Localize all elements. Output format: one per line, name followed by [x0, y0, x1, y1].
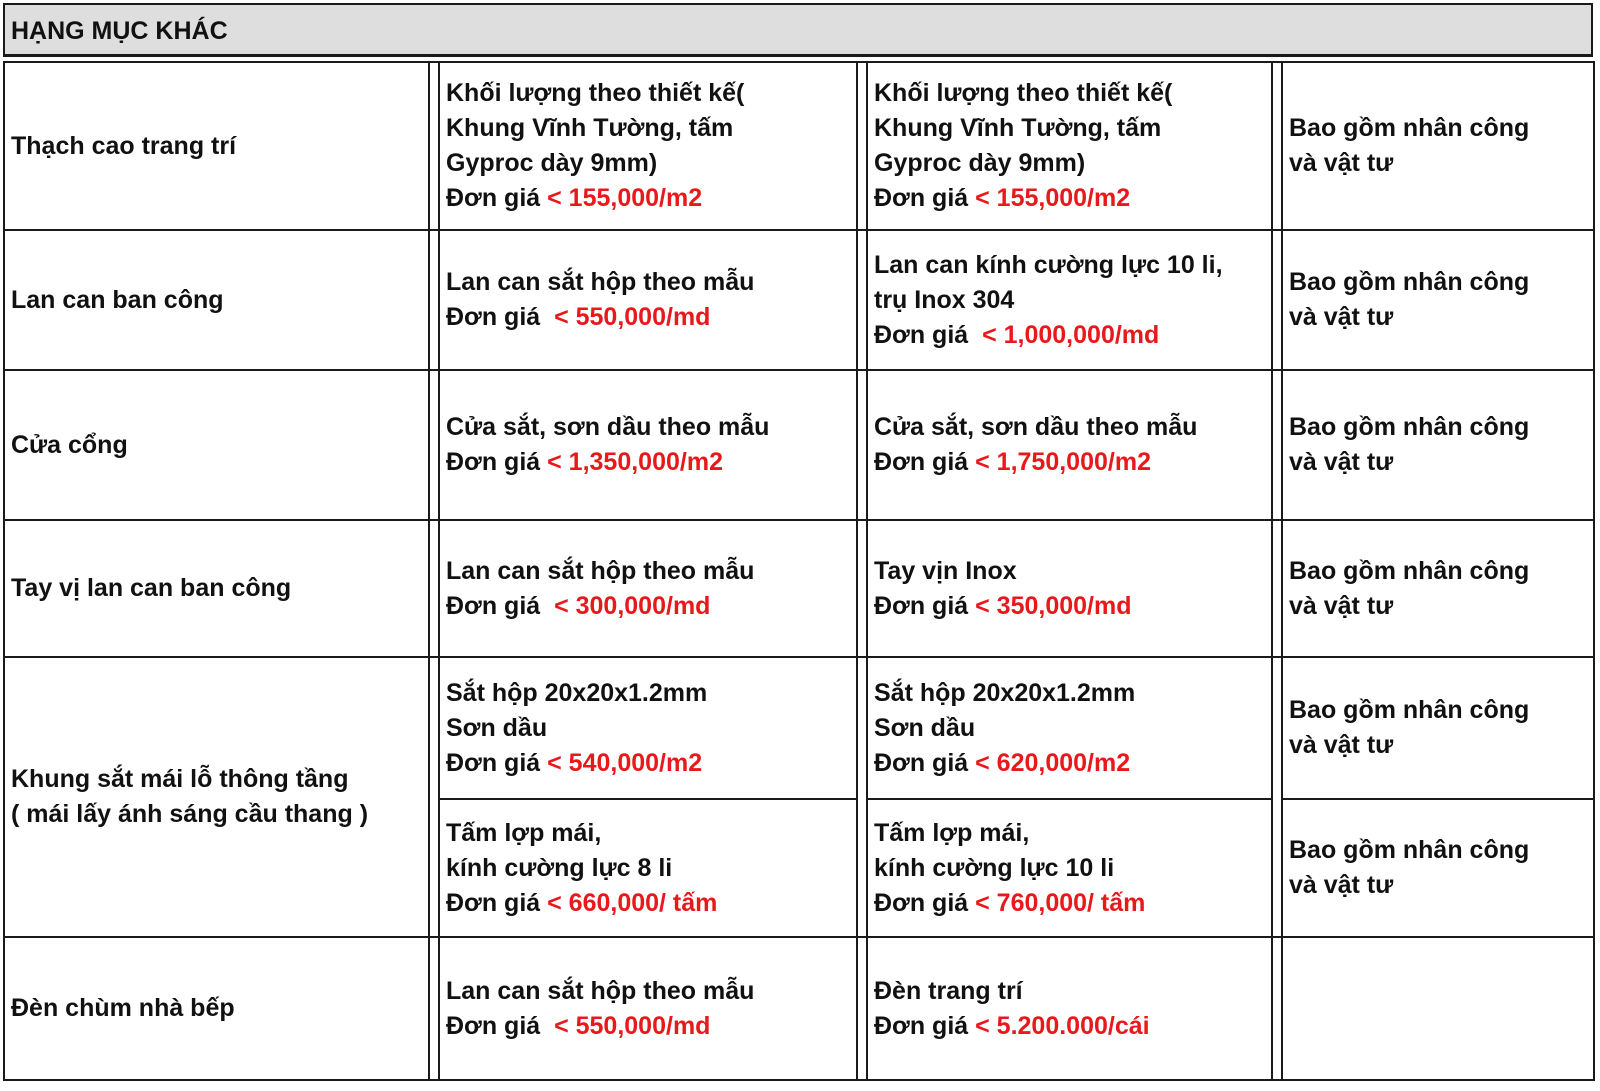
price-table [3, 61, 1595, 1081]
option-a-cell: Lan can sắt hộp theo mẫu Đơn giá < 550,000/md [439, 230, 857, 370]
table-row [4, 62, 1594, 230]
price-label: Đơn giá [446, 1011, 541, 1040]
item-name: Tay vị lan can ban công [4, 520, 429, 657]
price-value: < 155,000/m2 [547, 184, 703, 212]
table-row [4, 370, 1594, 520]
price-label: Đơn giá [446, 748, 541, 777]
table-row [4, 520, 1594, 657]
price-label: Đơn giá [874, 591, 969, 620]
option-b-cell: Tay vịn Inox Đơn giá < 350,000/md [867, 520, 1272, 657]
column-separator [429, 937, 439, 1080]
column-separator [857, 370, 867, 520]
note-cell: Bao gồm nhân công và vật tư [1282, 230, 1594, 370]
price-value: < 1,000,000/md [982, 320, 1160, 349]
column-separator [429, 520, 439, 657]
note-cell: Bao gồm nhân công và vật tư [1282, 62, 1594, 230]
table-row [4, 937, 1594, 1080]
note-cell: Bao gồm nhân công và vật tư [1282, 799, 1594, 937]
price-value: < 5.200.000/cái [975, 1011, 1150, 1040]
item-name: Đèn chùm nhà bếp [4, 937, 429, 1080]
item-name: Thạch cao trang trí [4, 62, 429, 230]
option-b-cell: Sắt hộp 20x20x1.2mm Sơn dầu Đơn giá < 620,000/m2 [867, 657, 1272, 799]
option-a-cell: Tấm lợp mái, kính cường lực 8 li Đơn giá < 660,000/ tấm [439, 799, 857, 937]
option-a-cell: Khối lượng theo thiết kế( Khung Vĩnh Tường, tấm Gyproc dày 9mm) Đơn giá < 155,000/m2 [439, 62, 857, 230]
column-separator [429, 230, 439, 370]
note-cell: Bao gồm nhân công và vật tư [1282, 370, 1594, 520]
item-name: Cửa cổng [4, 370, 429, 520]
price-value: < 350,000/md [975, 591, 1132, 620]
price-value: < 1,750,000/m2 [975, 448, 1151, 476]
price-value: < 300,000/md [554, 591, 711, 620]
price-label: Đơn giá [446, 591, 541, 620]
column-separator [1272, 370, 1282, 520]
column-separator [429, 370, 439, 520]
option-a-cell: Lan can sắt hộp theo mẫu Đơn giá < 550,000/md [439, 937, 857, 1080]
column-separator [1272, 230, 1282, 370]
column-separator [857, 937, 867, 1080]
price-value: < 620,000/m2 [975, 748, 1131, 777]
price-value: < 1,350,000/m2 [547, 448, 723, 476]
option-a-cell: Cửa sắt, sơn dầu theo mẫu Đơn giá < 1,350,000/m2 [439, 370, 857, 520]
price-label: Đơn giá [446, 448, 541, 476]
table-row [4, 657, 1594, 799]
price-value: < 550,000/md [554, 1011, 711, 1040]
price-label: Đơn giá [874, 448, 969, 476]
column-separator [429, 657, 439, 937]
price-label: Đơn giá [874, 888, 969, 917]
option-b-cell: Tấm lợp mái, kính cường lực 10 li Đơn giá < 760,000/ tấm [867, 799, 1272, 937]
price-label: Đơn giá [446, 184, 541, 212]
column-separator [1272, 937, 1282, 1080]
option-b-cell: Cửa sắt, sơn dầu theo mẫu Đơn giá < 1,750,000/m2 [867, 370, 1272, 520]
price-label: Đơn giá [874, 1011, 969, 1040]
price-value: < 760,000/ tấm [975, 888, 1146, 917]
price-label: Đơn giá [874, 184, 969, 212]
section-title: HẠNG MỤC KHÁC [3, 3, 1593, 57]
option-b-cell: Lan can kính cường lực 10 li, trụ Inox 304 Đơn giá < 1,000,000/md [867, 230, 1272, 370]
note-cell: Bao gồm nhân công và vật tư [1282, 657, 1594, 799]
price-value: < 660,000/ tấm [547, 888, 718, 917]
column-separator [1272, 657, 1282, 937]
note-cell: Bao gồm nhân công và vật tư [1282, 520, 1594, 657]
price-value: < 540,000/m2 [547, 748, 703, 777]
column-separator [857, 230, 867, 370]
item-name: Khung sắt mái lỗ thông tầng ( mái lấy ánh sáng cầu thang ) [4, 657, 429, 937]
price-label: Đơn giá [874, 320, 969, 349]
option-b-cell: Đèn trang trí Đơn giá < 5.200.000/cái [867, 937, 1272, 1080]
price-sheet [3, 3, 1597, 1088]
note-cell [1282, 937, 1594, 1080]
option-a-cell: Lan can sắt hộp theo mẫu Đơn giá < 300,000/md [439, 520, 857, 657]
option-a-cell: Sắt hộp 20x20x1.2mm Sơn dầu Đơn giá < 540,000/m2 [439, 657, 857, 799]
column-separator [857, 520, 867, 657]
column-separator [857, 62, 867, 230]
price-label: Đơn giá [446, 303, 541, 331]
column-separator [1272, 520, 1282, 657]
table-row [4, 230, 1594, 370]
price-label: Đơn giá [446, 888, 541, 917]
column-separator [1272, 62, 1282, 230]
price-value: < 550,000/md [554, 303, 711, 331]
item-name: Lan can ban công [4, 230, 429, 370]
price-label: Đơn giá [874, 748, 969, 777]
option-b-cell: Khối lượng theo thiết kế( Khung Vĩnh Tường, tấm Gyproc dày 9mm) Đơn giá < 155,000/m2 [867, 62, 1272, 230]
column-separator [429, 62, 439, 230]
column-separator [857, 657, 867, 937]
price-value: < 155,000/m2 [975, 184, 1131, 212]
